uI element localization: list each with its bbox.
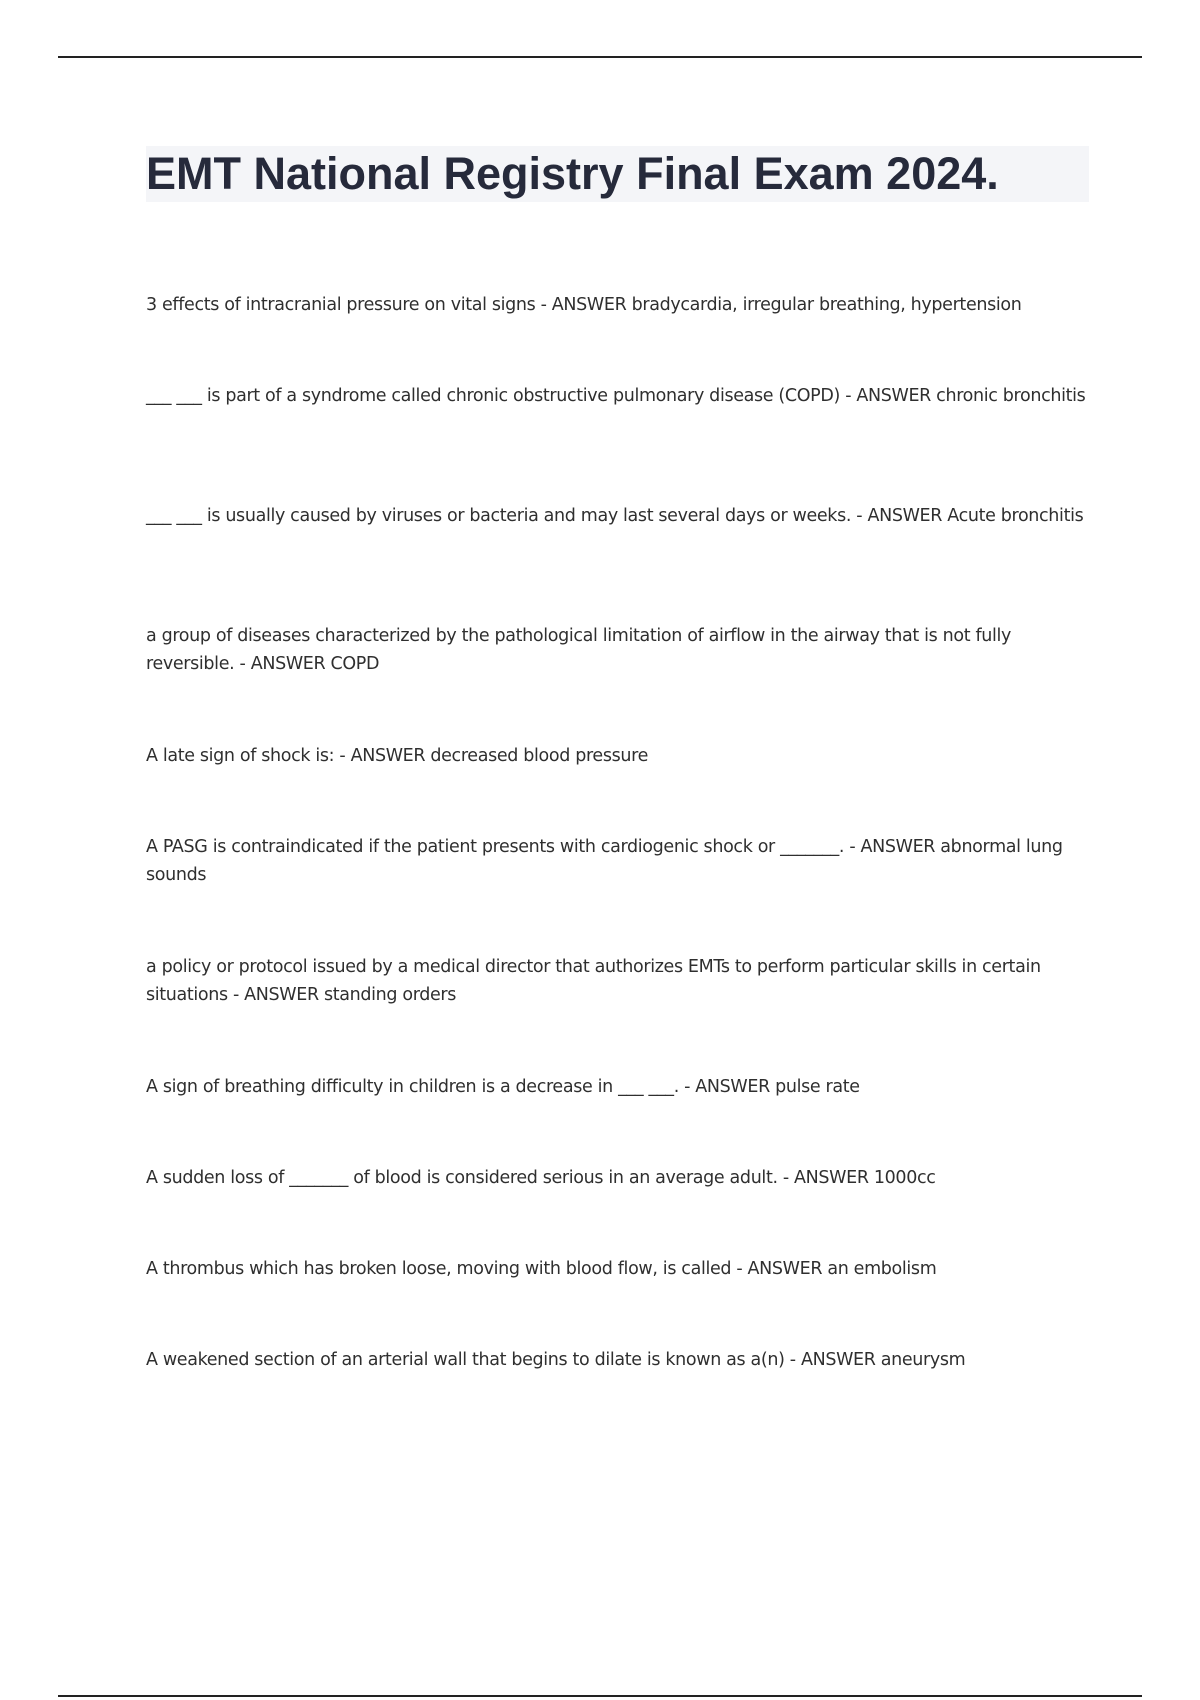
- qa-item-7: a policy or protocol issued by a medical director that authorizes EMTs to perform particular skills in certain situations - ANSWER standing orders: [146, 957, 1041, 1005]
- qa-item-10: A thrombus which has broken loose, moving with blood flow, is called - ANSWER an embolism: [146, 1259, 937, 1279]
- qa-item-5: A late sign of shock is: - ANSWER decreased blood pressure: [146, 746, 648, 766]
- qa-item-9: A sudden loss of _______ of blood is considered serious in an average adult. - ANSWER 1000cc: [146, 1168, 936, 1188]
- qa-item-3: ___ ___ is usually caused by viruses or bacteria and may last several days or weeks. - ANSWER Acute bronchitis: [146, 506, 1084, 526]
- qa-item-8: A sign of breathing difficulty in children is a decrease in ___ ___. - ANSWER pulse rate: [146, 1077, 860, 1097]
- header-rule: [58, 56, 1142, 58]
- document-title: EMT National Registry Final Exam 2024.: [146, 148, 999, 199]
- qa-item-1: 3 effects of intracranial pressure on vital signs - ANSWER bradycardia, irregular breathing, hypertension: [146, 295, 1022, 315]
- qa-item-6: A PASG is contraindicated if the patient presents with cardiogenic shock or _______. - ANSWER abnormal lung sounds: [146, 837, 1063, 885]
- qa-item-4: a group of diseases characterized by the pathological limitation of airflow in the airway that is not fully reversible. - ANSWER COPD: [146, 626, 1012, 674]
- qa-item-2: ___ ___ is part of a syndrome called chronic obstructive pulmonary disease (COPD) - ANSWER chronic bronchitis: [146, 386, 1086, 406]
- footer-rule: [58, 1695, 1142, 1697]
- qa-item-11: A weakened section of an arterial wall that begins to dilate is known as a(n) - ANSWER aneurysm: [146, 1350, 966, 1370]
